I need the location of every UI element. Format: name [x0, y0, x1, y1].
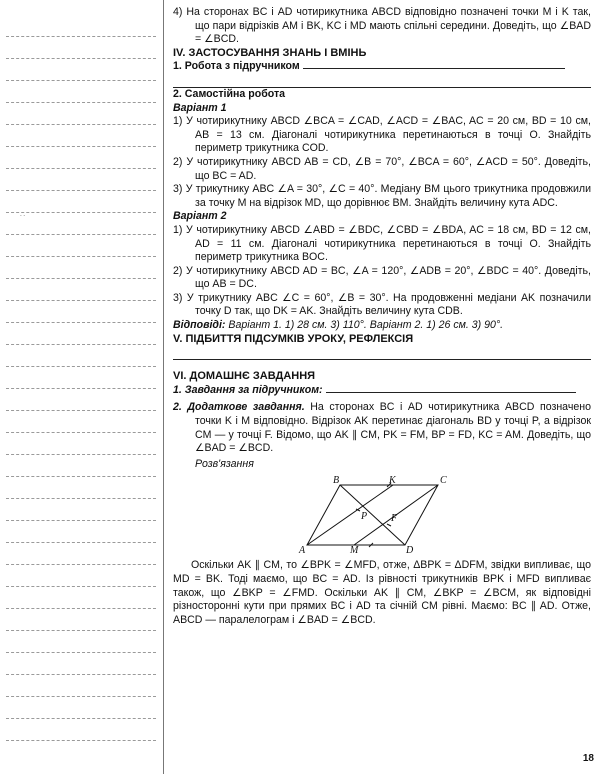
extra-task-label: 2. Додаткове завдання.	[173, 401, 305, 414]
label-f: F	[391, 513, 398, 525]
independent-work-label: 2. Самостійна робота	[173, 87, 286, 100]
label-c: C	[440, 475, 447, 487]
parallelogram-diagram	[173, 475, 591, 553]
label-k: K	[389, 475, 396, 487]
notes-margin	[0, 0, 163, 774]
tick-mark	[387, 524, 391, 526]
textbook-work-label: 1. Робота з підручником	[173, 60, 300, 73]
task-4: 4) На сторонах BC і AD чотирикутника ABCD відповідно позначені точки M і K так, що пари відрізків AM і BK, KC і MD мають спільні середини. Доведіть, що ∠BAD = ∠BCD.	[173, 6, 591, 46]
page-content	[173, 6, 591, 627]
section-vi-sub1	[173, 384, 591, 398]
extra-task-text: На сторонах BC і AD чотирикутника ABCD позначено точки K і M відповідно. Відрізок AK перетинає діагональ BD у точці P, а відрізок CM — у точці F. Відомо, що AK ∥ CM, PK = FM, BP = FD, KC = AM. Доведіть, що ∠BAD = ∠BCD.	[195, 401, 591, 455]
answer-line[interactable]	[173, 74, 591, 88]
answer-line[interactable]	[326, 392, 576, 393]
label-p: P	[361, 511, 368, 523]
page-number: 18	[582, 753, 594, 764]
label-a: A	[299, 545, 306, 554]
section-v-title: V. ПІДБИТТЯ ПІДСУМКІВ УРОКУ, РЕФЛЕКСІЯ	[173, 332, 414, 345]
section-vi-title: VI. ДОМАШНЄ ЗАВДАННЯ	[173, 370, 316, 383]
variant-1-label: Варіант 1	[173, 101, 227, 114]
parallelogram-figure	[173, 475, 591, 553]
section-iv-sub1	[173, 60, 591, 74]
variant-2-label: Варіант 2	[173, 210, 227, 223]
answers-label: Відповіді:	[173, 319, 226, 332]
solution-label: Розв'язання	[195, 457, 254, 470]
margin-mark: ∴	[20, 210, 26, 219]
answers-text: Варіант 1. 1) 28 см. 3) 110°. Варіант 2. 1) 26 см. 3) 90°.	[228, 319, 504, 332]
answer-line[interactable]	[173, 346, 591, 360]
textbook-task-label: 1. Завдання за підручником:	[173, 383, 323, 396]
variant-1-item-1: 1) У чотирикутнику ABCD ∠BCA = ∠CAD, ∠ACD = ∠BAC, AC = 20 см, BD = 10 см, AB = 13 см. Діагоналі чотирикутника перетинаються в точці O. Знайдіть периметр трикутника COD.	[173, 115, 591, 155]
label-m: M	[350, 545, 359, 554]
variant-2-item-3: 3) У трикутнику ABC ∠C = 60°, ∠B = 30°. На продовженні медіани AK позначили точку D так, що DK = AK. Знайдіть величину кута CDB.	[173, 291, 591, 318]
variant-1-item-2: 2) У чотирикутнику ABCD AB = CD, ∠B = 70°, ∠BCA = 60°, ∠ACD = 50°. Доведіть, що BC = AD.	[173, 155, 591, 182]
section-iv-title: IV. ЗАСТОСУВАННЯ ЗНАНЬ І ВМІНЬ	[173, 46, 367, 59]
solution-text: Оскільки AK ∥ CM, то ∠BPK = ∠MFD, отже, ΔBPK = ΔDFM, звідки випливає, що MD = BK. Тоді маємо, що BC = AD. Із рівності трикутників BPK і MFD випливає також, що ∠BKP = ∠FMD. Оскільки AK ∥ CM, ∠BKP = ∠BCM, як відповідні різносторонні кути при прямих BC і AD та січній CM рівні. Маємо: BC ∥ AD. Отже, ABCD — паралелограм і ∠BAD = ∠BCD.	[173, 559, 591, 626]
variant-1-item-3: 3) У трикутнику ABC ∠A = 30°, ∠C = 40°. Медіану BM цього трикутника продовжили за точку M на відрізок MD, що дорівнює BM. Знайдіть величину кута ADC.	[173, 183, 591, 209]
answer-line[interactable]	[303, 68, 565, 69]
label-b: B	[333, 475, 340, 487]
label-d: D	[406, 545, 414, 554]
margin-divider	[163, 0, 164, 774]
answers	[173, 319, 591, 333]
variant-2-item-2: 2) У чотирикутнику ABCD AD = BC, ∠A = 120°, ∠ADB = 20°, ∠BDC = 40°. Доведіть, що AB = DC.	[173, 264, 591, 291]
extra-task	[173, 401, 591, 455]
variant-2-item-1: 1) У чотирикутнику ABCD ∠ABD = ∠BDC, ∠CBD = ∠BDA, AC = 18 см, BD = 12 см, AD = 11 см. Діагоналі чотирикутника перетинаються в точці O. Знайдіть периметр трикутника BOC.	[173, 223, 591, 264]
